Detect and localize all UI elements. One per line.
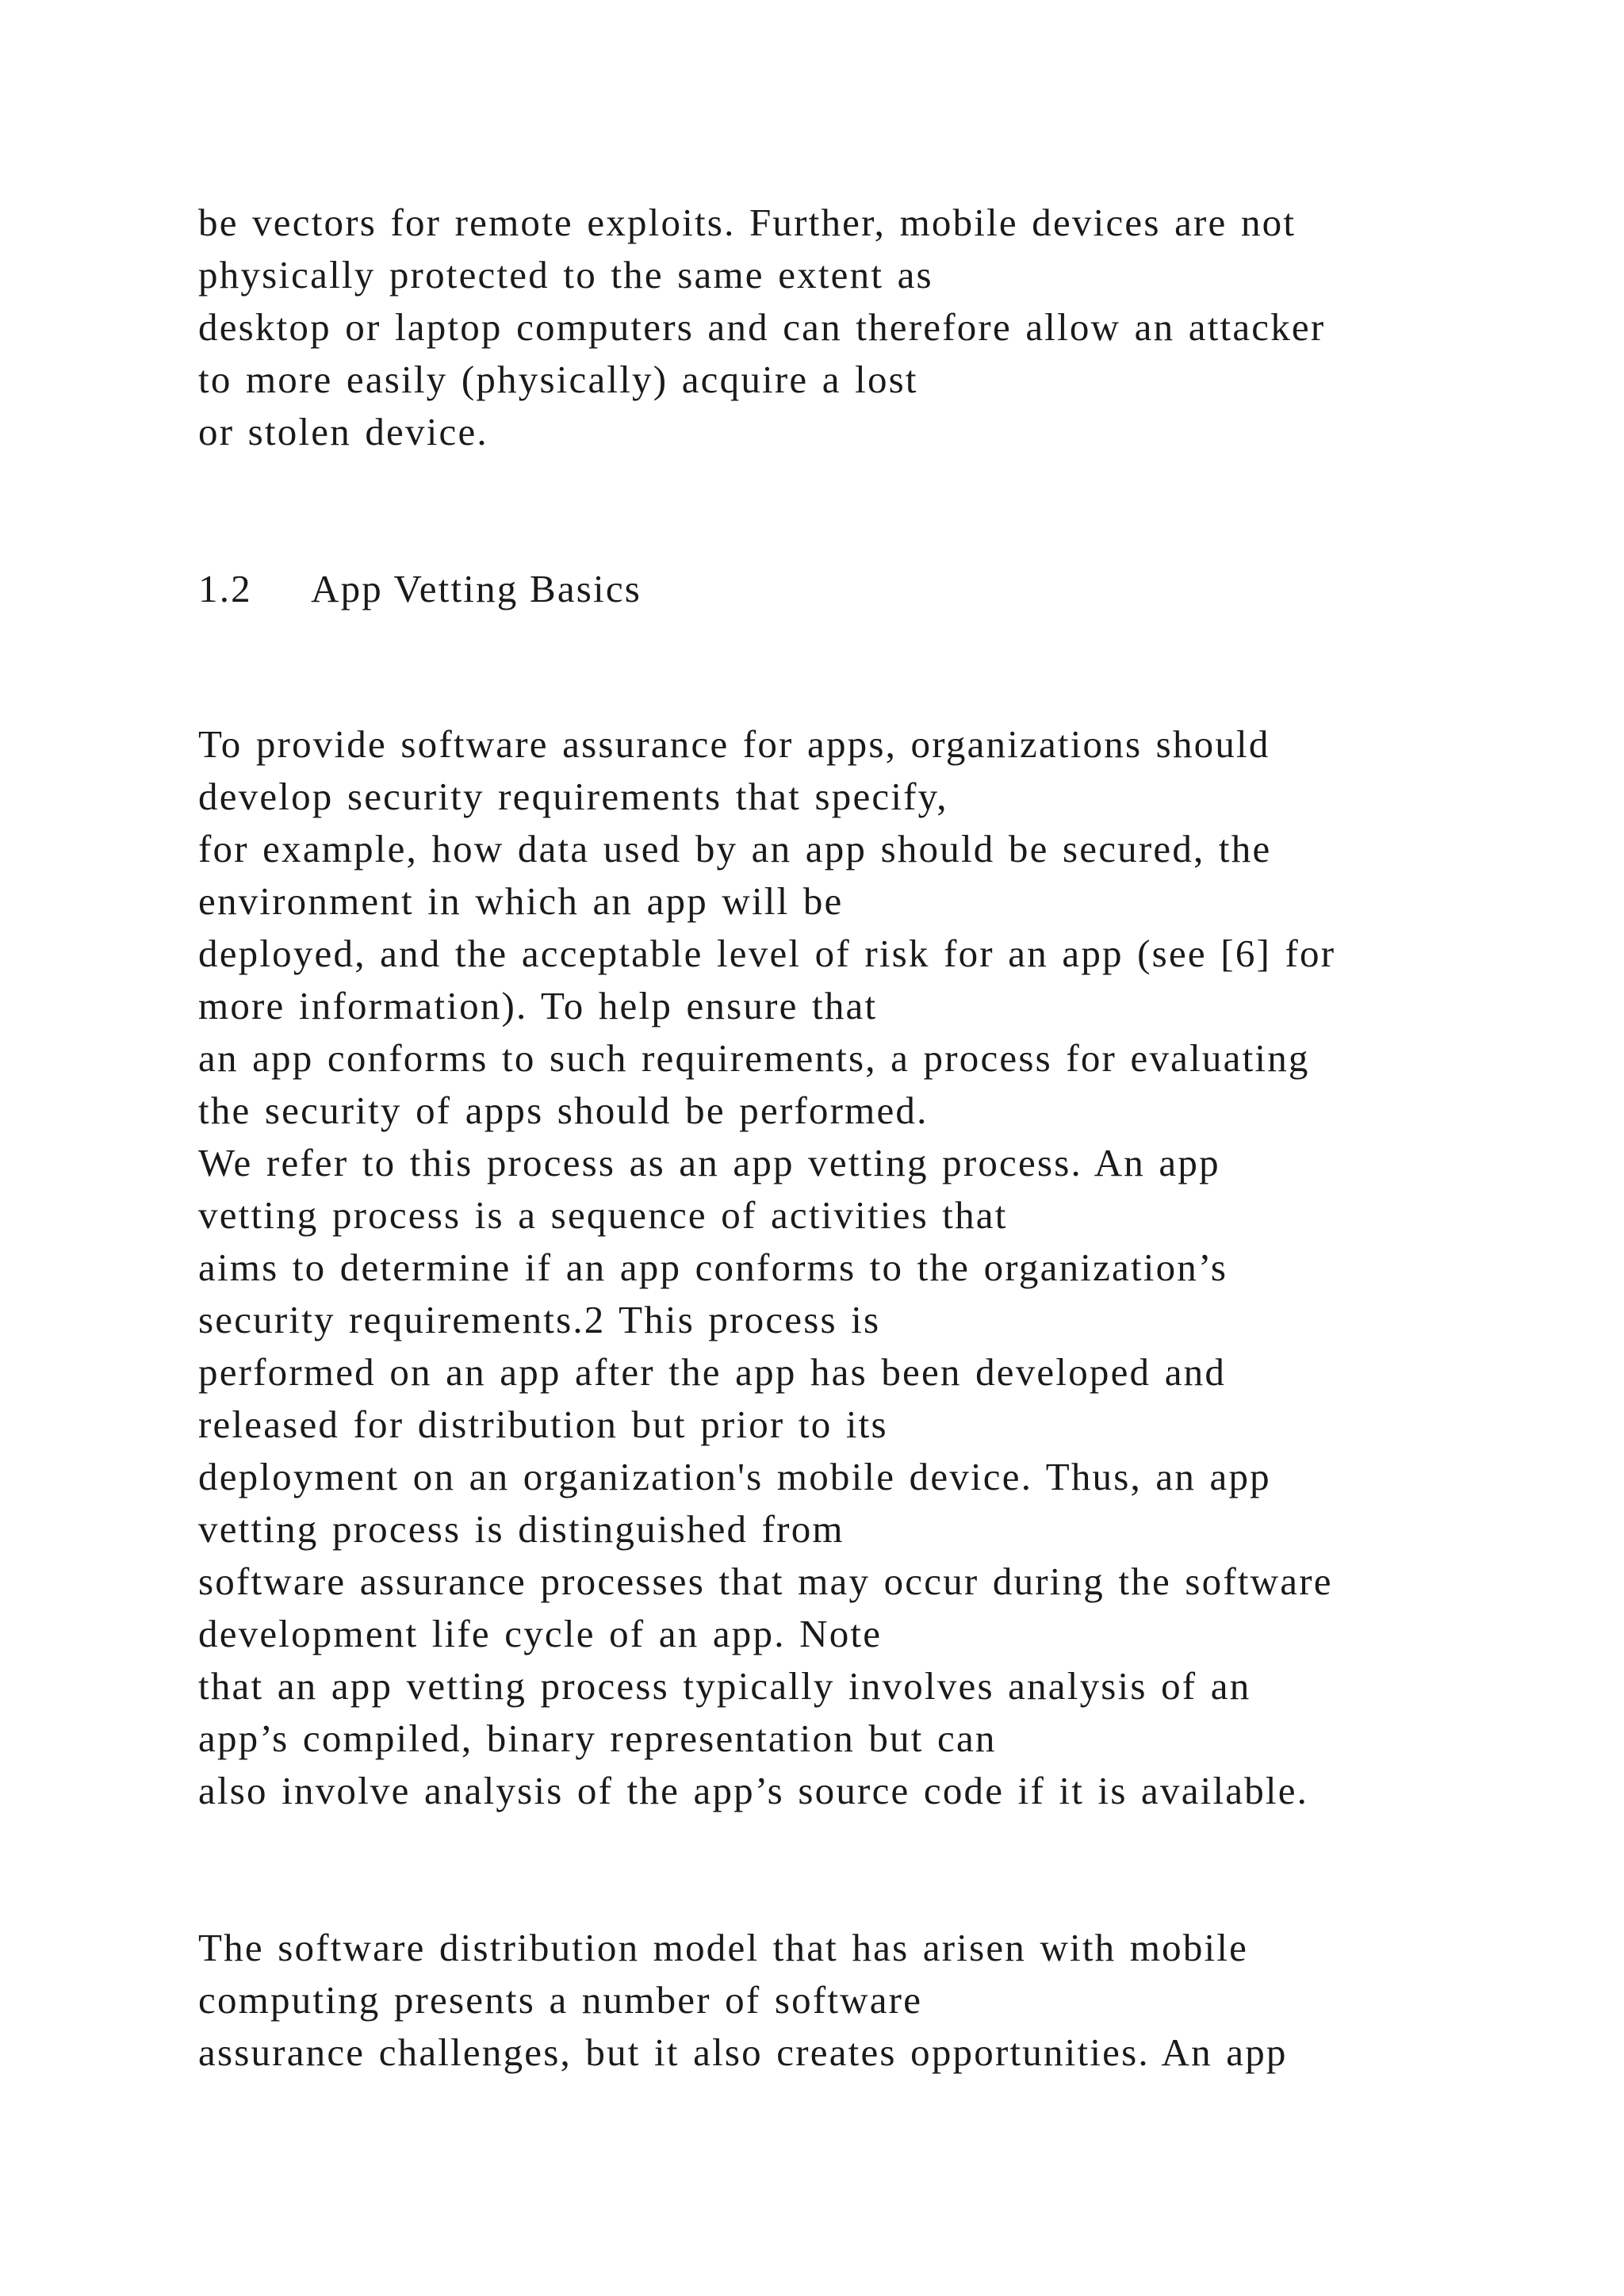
paragraph-line: physically protected to the same extent as <box>198 253 933 297</box>
paragraph-line: vetting process is distinguished from <box>198 1507 845 1551</box>
section-number: 1.2 <box>198 567 252 610</box>
paragraph-line: We refer to this process as an app vetting process. An app <box>198 1141 1220 1184</box>
paragraph-line: The software distribution model that has arisen with mobile <box>198 1926 1249 1969</box>
paragraph-line: an app conforms to such requirements, a process for evaluating <box>198 1036 1310 1080</box>
paragraph-line: computing presents a number of software <box>198 1978 923 2022</box>
paragraph-line: the security of apps should be performed. <box>198 1089 929 1132</box>
paragraph-line: for example, how data used by an app should be secured, the <box>198 827 1272 871</box>
paragraph-line: software assurance processes that may occur during the software <box>198 1559 1333 1603</box>
paragraph-line: To provide software assurance for apps, organizations should <box>198 722 1270 766</box>
paragraph-line: develop security requirements that specify, <box>198 775 948 818</box>
paragraph-line: or stolen device. <box>198 410 488 453</box>
paragraph-line: deployment on an organization's mobile device. Thus, an app <box>198 1455 1271 1498</box>
paragraph-line: be vectors for remote exploits. Further, mobile devices are not <box>198 201 1297 244</box>
paragraph-line: more information). To help ensure that <box>198 984 878 1027</box>
paragraph-line: released for distribution but prior to its <box>198 1402 888 1446</box>
paragraph-line: deployed, and the acceptable level of risk for an app (see [6] for <box>198 932 1336 975</box>
section-title: App Vetting Basics <box>311 567 642 610</box>
paragraph-line: environment in which an app will be <box>198 879 844 923</box>
paragraph-line: security requirements.2 This process is <box>198 1298 881 1341</box>
paragraph-line: performed on an app after the app has been developed and <box>198 1350 1227 1394</box>
paragraph-line: development life cycle of an app. Note <box>198 1612 883 1655</box>
paragraph-line: also involve analysis of the app’s source code if it is available. <box>198 1769 1309 1812</box>
paragraph-line: vetting process is a sequence of activities that <box>198 1193 1008 1237</box>
paragraph-line: to more easily (physically) acquire a lost <box>198 358 918 401</box>
paragraph-line: app’s compiled, binary representation but can <box>198 1716 997 1760</box>
paragraph-line: desktop or laptop computers and can therefore allow an attacker <box>198 305 1326 349</box>
paragraph-line: assurance challenges, but it also creates opportunities. An app <box>198 2030 1288 2074</box>
paragraph-line: aims to determine if an app conforms to the organization’s <box>198 1246 1228 1289</box>
section-heading <box>198 563 642 615</box>
paragraph-line: that an app vetting process typically involves analysis of an <box>198 1664 1251 1708</box>
